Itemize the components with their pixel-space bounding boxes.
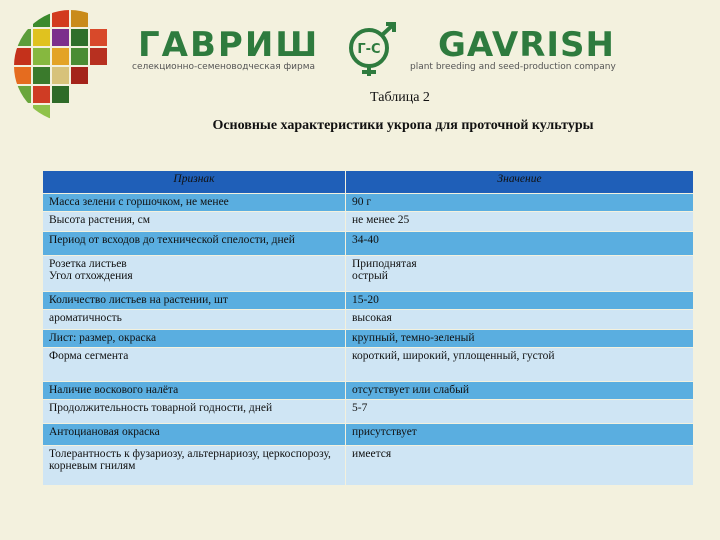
emblem-letters: Г-С: [357, 42, 381, 57]
gavrish-emblem-icon: [338, 22, 400, 78]
row-value-cell: присутствует: [346, 424, 694, 446]
table-row: [43, 292, 694, 310]
row-feature-cell: Продолжительность товарной годности, дней: [43, 400, 346, 424]
row-feature-cell: Форма сегмента: [43, 348, 346, 382]
brand-tagline-ru: селекционно-семеноводческая фирма: [132, 62, 316, 72]
table-number: Таблица 2: [370, 90, 430, 105]
row-feature-cell: Масса зелени с горшочком, не менее: [43, 194, 346, 212]
row-feature-cell: Лист: размер, окраска: [43, 330, 346, 348]
row-feature-cell: Период от всходов до технической спелости, дней: [43, 232, 346, 256]
table-row: [43, 446, 694, 486]
row-value-cell: Приподнятая острый: [346, 256, 694, 292]
row-feature-cell: Розетка листьев Угол отхождения: [43, 256, 346, 292]
row-value-cell: 90 г: [346, 194, 694, 212]
row-value-cell: высокая: [346, 310, 694, 330]
row-value-cell: не менее 25: [346, 212, 694, 232]
row-value-cell: имеется: [346, 446, 694, 486]
row-feature-cell: Толерантность к фузариозу, альтернариозу, церкоспорозу, корневым гнилям: [43, 446, 346, 486]
table-row: [43, 212, 694, 232]
table-row: [43, 400, 694, 424]
table-row: [43, 256, 694, 292]
table-row: [43, 194, 694, 212]
table-row: [43, 424, 694, 446]
row-feature-cell: ароматичность: [43, 310, 346, 330]
row-feature-cell: Антоциановая окраска: [43, 424, 346, 446]
table-header-row: [43, 171, 694, 194]
table-row: [43, 330, 694, 348]
row-value-cell: 34-40: [346, 232, 694, 256]
table-row: [43, 232, 694, 256]
row-value-cell: крупный, темно-зеленый: [346, 330, 694, 348]
brand-tagline-en: plant breeding and seed-production company: [410, 62, 616, 72]
brand-name-ru: ГАВРИШ: [138, 25, 320, 65]
row-value-cell: отсутствует или слабый: [346, 382, 694, 400]
column-header-value: Значение: [346, 171, 694, 194]
row-value-cell: 15-20: [346, 292, 694, 310]
row-feature-cell: Высота растения, см: [43, 212, 346, 232]
table-row: [43, 348, 694, 382]
table-caption: Основные характеристики укропа для проточной культуры: [212, 118, 594, 133]
row-feature-cell: Наличие воскового налёта: [43, 382, 346, 400]
row-value-cell: короткий, широкий, уплощенный, густой: [346, 348, 694, 382]
table-row: [43, 310, 694, 330]
brand-name-en: GAVRISH: [438, 25, 615, 65]
column-header-feature: Признак: [43, 171, 346, 194]
table-row: [43, 382, 694, 400]
characteristics-table: [42, 170, 694, 486]
row-value-cell: 5-7: [346, 400, 694, 424]
row-feature-cell: Количество листьев на растении, шт: [43, 292, 346, 310]
